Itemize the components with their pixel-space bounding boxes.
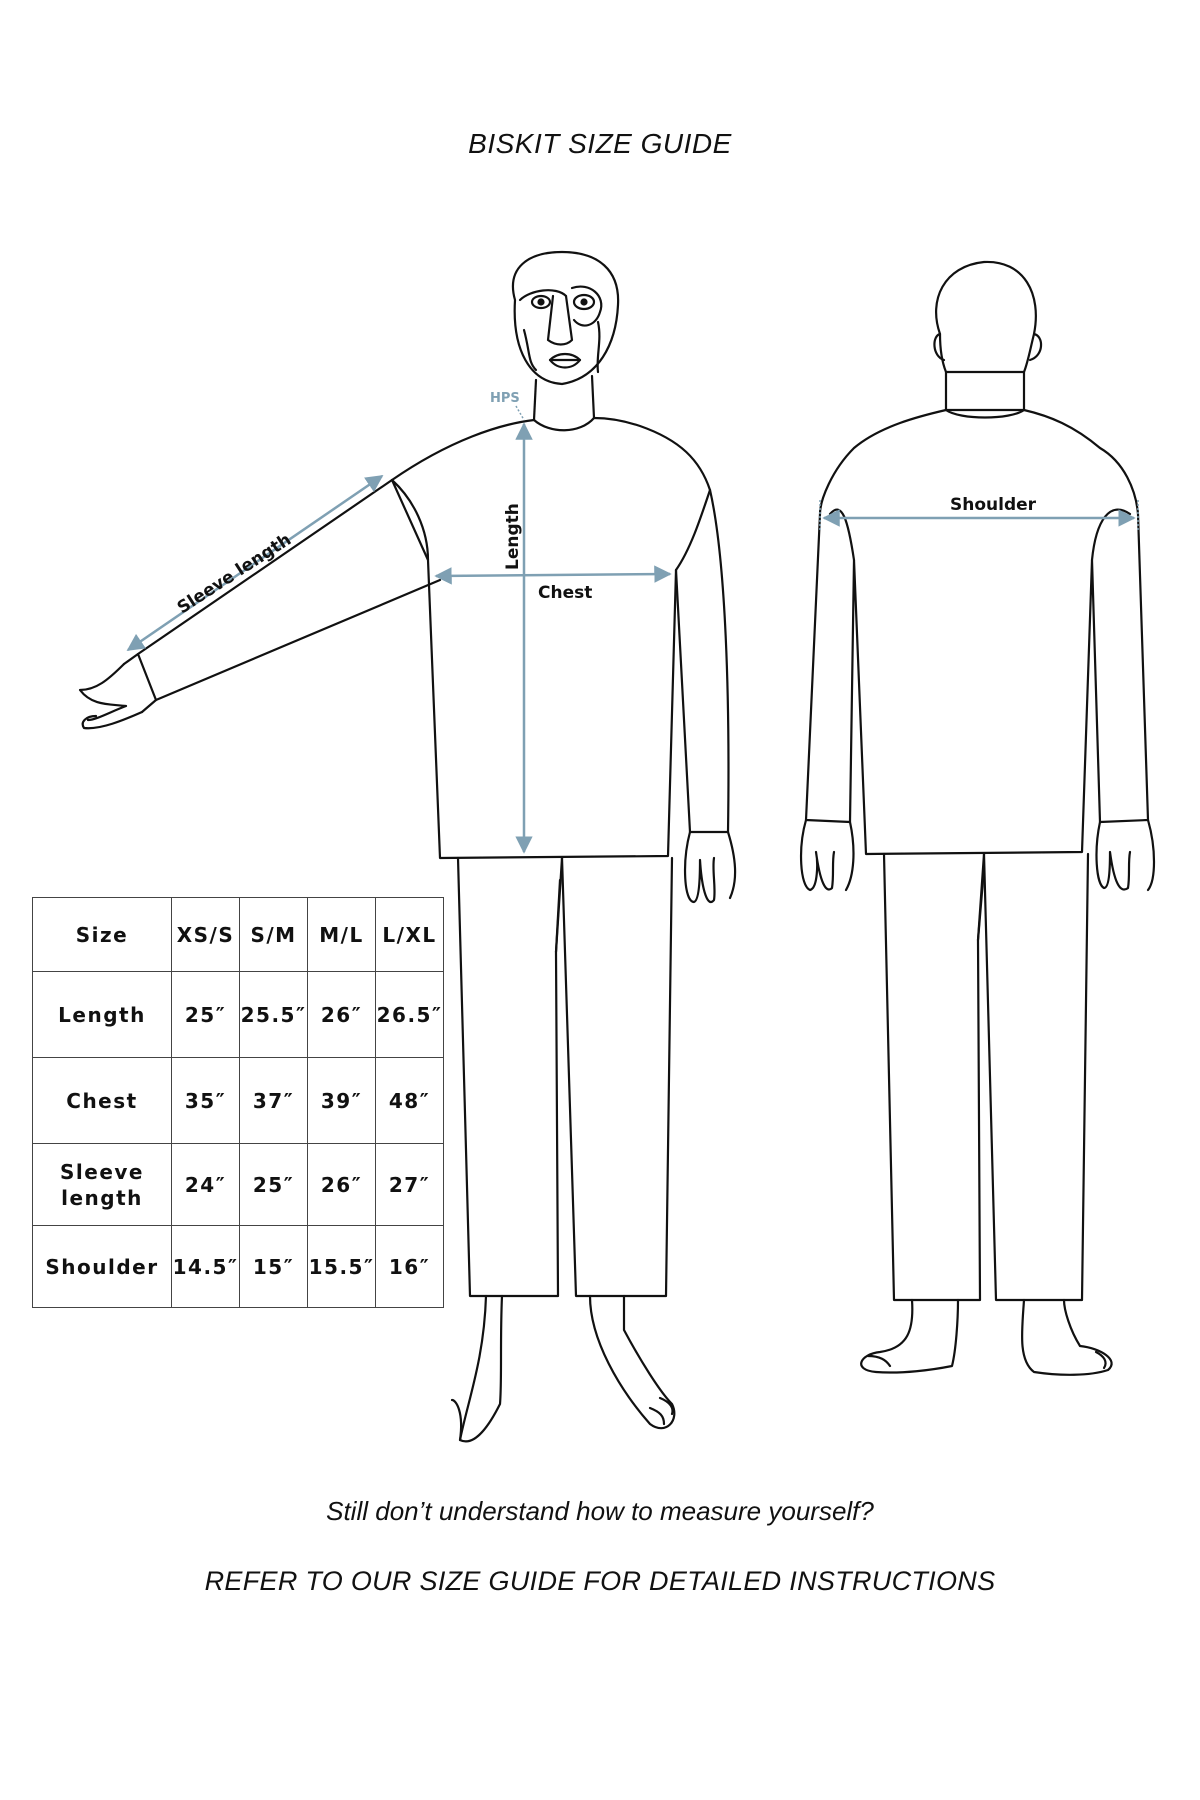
table-row — [33, 972, 444, 1058]
table-cell: 14.5″ — [172, 1226, 240, 1308]
table-cell: 27″ — [376, 1144, 444, 1226]
table-header-cell: S/M — [240, 898, 308, 972]
back-trousers — [884, 854, 984, 1300]
table-cell: 16″ — [376, 1226, 444, 1308]
shoulder-label: Shoulder — [950, 495, 1037, 515]
length-label: Length — [503, 503, 523, 570]
front-head — [513, 252, 618, 384]
table-header-cell: Size — [33, 898, 172, 972]
table-cell: 24″ — [172, 1144, 240, 1226]
table-cell: 15″ — [240, 1226, 308, 1308]
table-cell: 25″ — [240, 1144, 308, 1226]
size-guide-instruction: REFER TO OUR SIZE GUIDE FOR DETAILED INSTRUCTIONS — [204, 1566, 996, 1596]
table-row — [33, 1058, 444, 1144]
help-question: Still don’t understand how to measure yourself? — [326, 1496, 874, 1526]
table-cell: 35″ — [172, 1058, 240, 1144]
table-cell: 25″ — [172, 972, 240, 1058]
chest-label: Chest — [538, 583, 593, 603]
size-table — [32, 897, 444, 1308]
sleeve-length-label: Sleeve length — [173, 529, 296, 619]
table-cell: 39″ — [308, 1058, 376, 1144]
table-cell: 48″ — [376, 1058, 444, 1144]
back-shirt — [806, 410, 1148, 854]
page-title: BISKIT SIZE GUIDE — [468, 128, 732, 159]
row-label: Chest — [33, 1058, 172, 1144]
back-head — [936, 262, 1036, 372]
table-cell: 26″ — [308, 972, 376, 1058]
chest-measure-line — [436, 574, 670, 576]
hps-label: HPS — [490, 391, 520, 406]
table-cell: 26.5″ — [376, 972, 444, 1058]
table-cell: 15.5″ — [308, 1226, 376, 1308]
front-measurements — [128, 406, 670, 852]
table-header-row — [33, 898, 444, 972]
table-row — [33, 1226, 444, 1308]
table-cell: 26″ — [308, 1144, 376, 1226]
row-label: Sleeve length — [33, 1144, 172, 1226]
row-label: Shoulder — [33, 1226, 172, 1308]
back-figure — [801, 262, 1154, 1375]
front-trousers — [458, 858, 562, 1296]
table-cell: 25.5″ — [240, 972, 308, 1058]
table-header-cell: L/XL — [376, 898, 444, 972]
front-shirt — [392, 418, 710, 858]
table-cell: 37″ — [240, 1058, 308, 1144]
table-header-cell: XS/S — [172, 898, 240, 972]
row-label: Length — [33, 972, 172, 1058]
table-row — [33, 1144, 444, 1226]
table-header-cell: M/L — [308, 898, 376, 972]
